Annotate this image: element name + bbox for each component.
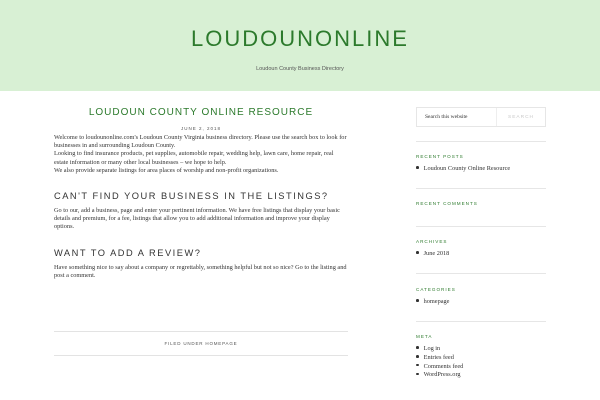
category-link-homepage[interactable]: HOMEPAGE	[205, 341, 238, 346]
recent-post-link[interactable]: Loudoun County Online Resource	[423, 165, 511, 172]
list-item	[416, 298, 546, 307]
category-link[interactable]: homepage	[423, 298, 450, 305]
widget-title-recent-posts: RECENT POSTS	[416, 154, 464, 159]
section-text-cant-find: Go to our, add a business, page and enter your pertinent information. We have free listings that display your basic details and premium, for a fee, listings that allow you to add additional information and improve your display options.	[54, 207, 340, 231]
main-content	[54, 107, 348, 280]
widget-title-meta: META	[416, 334, 433, 339]
site-description: Loudoun County Business Directory	[256, 66, 344, 72]
widget-archives	[416, 239, 546, 259]
widget-meta	[416, 334, 546, 380]
meta-link-comments-feed[interactable]: Comments feed	[423, 362, 464, 370]
archives-list	[416, 250, 546, 259]
widget-title-archives: ARCHIVES	[416, 239, 448, 244]
widget-recent-comments	[416, 201, 546, 206]
post-footer	[54, 331, 348, 356]
site-title[interactable]: LOUDOUNONLINE	[191, 26, 409, 51]
list-item	[416, 363, 546, 372]
site-header	[0, 0, 600, 91]
archive-link-june-2018[interactable]: June 2018	[423, 250, 450, 257]
widget-title-categories: CATEGORIES	[416, 287, 456, 292]
search-form	[416, 107, 546, 127]
post-intro-paragraph-1: Welcome to loudounonline.com's Loudoun County Virginia business directory. Please use the search box to look for businesses in and surrounding Loudoun County.	[54, 134, 347, 150]
meta-link-entries-feed[interactable]: Entries feed	[423, 353, 454, 361]
categories-list	[416, 298, 546, 307]
meta-link-log-in[interactable]: Log in	[423, 345, 441, 352]
sidebar	[416, 107, 546, 379]
section-heading-cant-find: CAN'T FIND YOUR BUSINESS IN THE LISTINGS?	[54, 191, 329, 202]
meta-list	[416, 345, 546, 380]
search-input[interactable]	[417, 108, 496, 126]
list-item	[416, 345, 546, 354]
post-title[interactable]: LOUDOUN COUNTY ONLINE RESOURCE	[88, 107, 314, 118]
list-item	[416, 371, 546, 380]
search-button[interactable]: SEARCH	[496, 108, 545, 126]
widget-recent-posts	[416, 154, 546, 174]
filed-under	[165, 341, 238, 346]
filed-under-label: FILED UNDER	[164, 341, 204, 346]
section-text-add-review: Have something nice to say about a company or regrettably, something helpful but not so nice? Go to the listing and post a comment.	[54, 263, 347, 279]
sidebar-divider	[416, 226, 546, 227]
list-item	[416, 250, 546, 259]
list-item	[416, 165, 546, 174]
recent-posts-list	[416, 165, 546, 174]
post-intro-paragraph-3: We also provide separate listings for area places of worship and non-profit organizations.	[54, 166, 279, 174]
sidebar-divider	[416, 321, 546, 322]
post-date: JUNE 2, 2018	[180, 126, 221, 131]
list-item	[416, 354, 546, 363]
sidebar-divider	[416, 273, 546, 274]
meta-link-wordpress-org[interactable]: WordPress.org	[423, 371, 461, 379]
section-heading-add-review: WANT TO ADD A REVIEW?	[54, 247, 202, 258]
widget-categories	[416, 287, 546, 307]
post-intro-paragraph-2: Looking to find insurance products, pet supplies, automobile repair, wedding help, lawn care, home repair, real estate information or many other local businesses – we hope to help.	[54, 150, 334, 166]
widget-title-recent-comments: RECENT COMMENTS	[416, 201, 478, 206]
sidebar-divider	[416, 141, 546, 142]
sidebar-divider	[416, 188, 546, 189]
